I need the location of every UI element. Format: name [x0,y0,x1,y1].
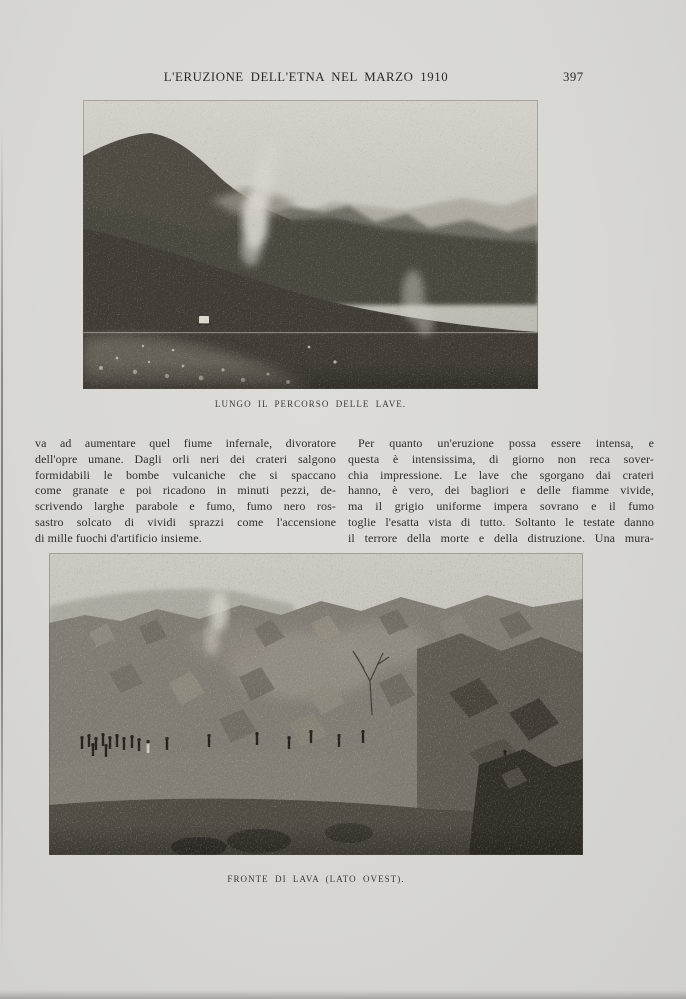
text-line: hanno, è vero, dei bagliori e delle fiamme vivide, [348,483,654,498]
page-bottom-shadow [0,990,686,999]
scan-edge-artifact [1,128,3,950]
figure-top [83,100,538,389]
text-line: formidabili le bombe vulcaniche che si spaccano [35,467,336,482]
text-line: scrivendo larghe parabole e fumo, fumo nero ros- [35,499,336,514]
text-column-right [348,436,654,547]
photo-lava-front [49,553,583,855]
page-header-title: L'ERUZIONE DELL'ETNA NEL MARZO 1910 [163,70,449,84]
text-column-left [35,436,336,547]
figure-caption-bottom: FRONTE DI LAVA (LATO OVEST). [227,874,405,884]
figure-bottom [49,553,583,855]
text-line: di mille fuochi d'artificio insieme. [35,530,202,545]
text-line: chia impressione. Le lave che sgorgano dai crateri [348,467,654,482]
photo-along-lava-path [83,100,538,389]
page-number: 397 [563,70,584,84]
text-line: il terrore della morte e della distruzione. Una mura- [348,530,654,545]
text-line: toglie l'esatta vista di tutto. Soltanto le testate danno [348,514,654,529]
text-line: dell'opre umane. Dagli orli neri dei crateri salgono [35,451,336,466]
text-line: come granate e poi ricadono in minuti pezzi, de- [35,483,336,498]
text-line: sastro solcato di vividi sprazzi come l'accensione [35,514,336,529]
text-line: va ad aumentare quel fiume infernale, divoratore [35,436,336,450]
figure-caption-top: LUNGO IL PERCORSO DELLE LAVE. [214,399,407,409]
text-line: Per quanto un'eruzione possa essere intensa, e [358,436,654,450]
text-line: ma il grigio uniforme impera sovrano e il fumo [348,499,654,514]
text-line: questa è intensissima, di giorno non reca sover- [348,451,654,466]
